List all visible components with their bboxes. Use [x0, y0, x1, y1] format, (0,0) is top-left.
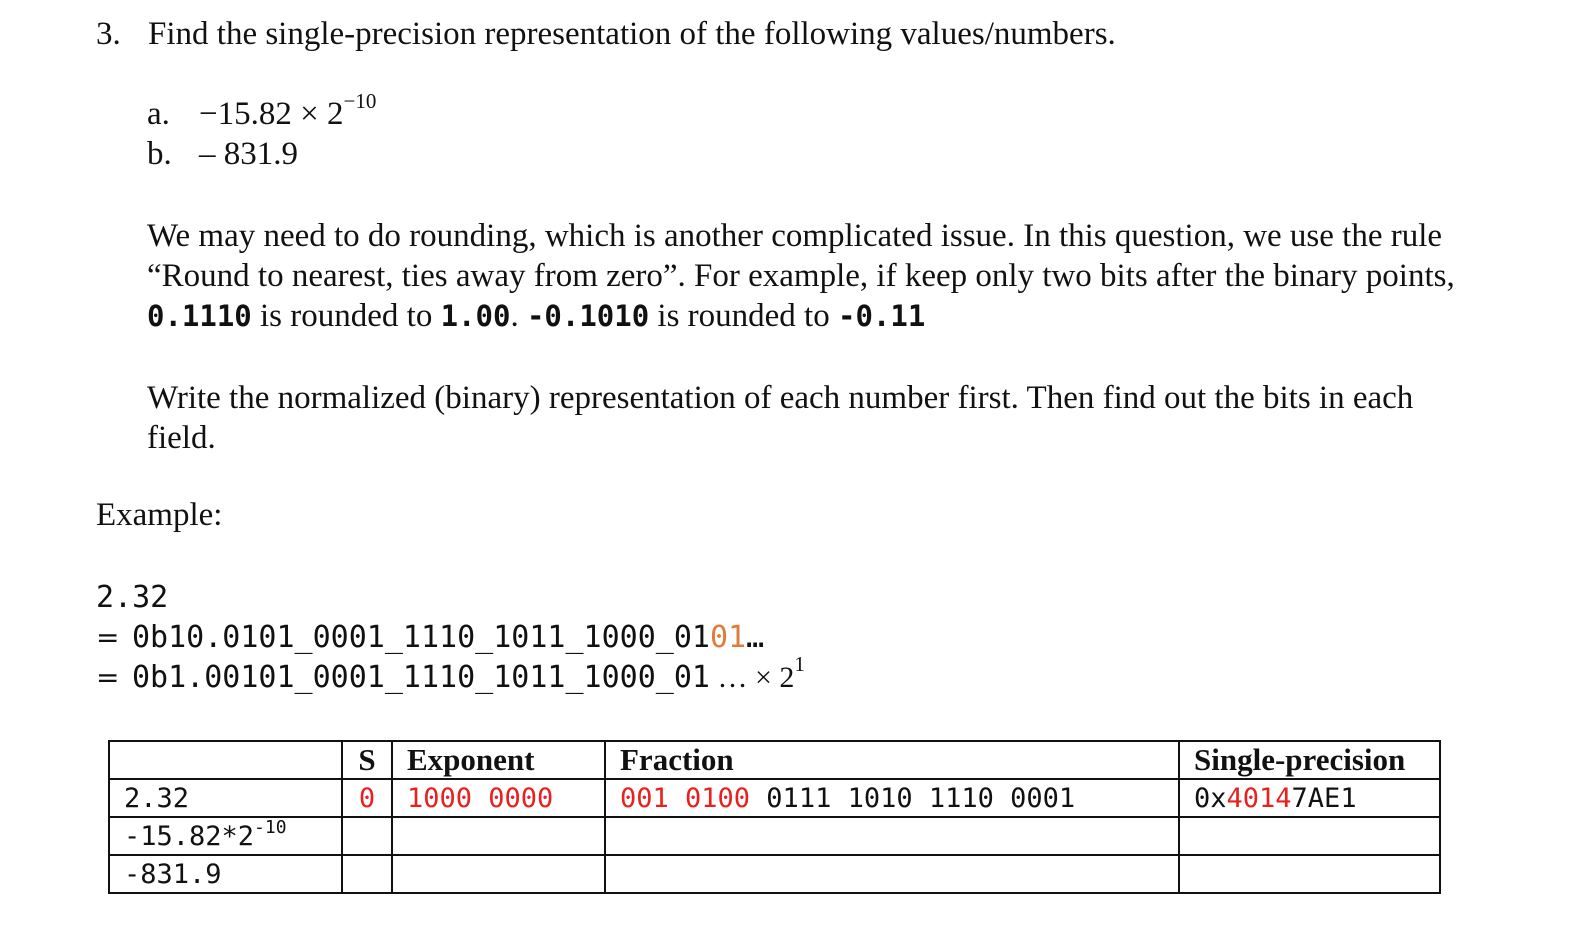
fraction-rest-part: 0111 1010 1110 0001	[750, 782, 1076, 814]
header-sign: S	[342, 741, 392, 779]
cell-exponent: 1000 0000	[392, 779, 605, 817]
header-value	[109, 741, 342, 779]
fraction-red-part: 001 0100	[620, 782, 751, 814]
rounding-paragraph	[147, 216, 1457, 336]
item-a-label: a.	[147, 96, 170, 132]
cell-exponent[interactable]	[392, 855, 605, 893]
normalized-exponent: 1	[794, 652, 805, 676]
item-a-exponent: −10	[343, 89, 377, 113]
question-text: Find the single-precision representation of the following values/numbers.	[148, 16, 1116, 52]
table-row	[109, 779, 1440, 817]
cell-sign[interactable]	[342, 817, 392, 855]
value-base: -15.82*2	[124, 820, 255, 852]
cell-fraction[interactable]	[605, 817, 1179, 855]
item-b-value: – 831.9	[199, 136, 298, 172]
cell-fraction	[605, 779, 1179, 817]
rounding-code-1: 0.1110	[147, 299, 252, 333]
binary-highlight: 01	[709, 620, 747, 655]
cell-sign[interactable]	[342, 855, 392, 893]
cell-single-precision[interactable]	[1179, 855, 1440, 893]
hex-rest-part: 7AE1	[1291, 782, 1357, 814]
rounding-code-3: -0.1010	[526, 299, 650, 333]
rounding-text-4: is rounded to	[649, 298, 838, 334]
normalized-main: 0b1.00101_0001_1110_1011_1000_01	[132, 660, 710, 695]
normalized-multiplier: … × 2	[709, 661, 795, 694]
cell-single-precision[interactable]	[1179, 817, 1440, 855]
rounding-text-2: is rounded to	[251, 298, 441, 334]
rounding-code-2: 1.00	[440, 299, 511, 333]
example-normalized-line	[96, 652, 805, 695]
value-exponent: -10	[254, 816, 287, 838]
cell-exponent[interactable]	[392, 817, 605, 855]
item-b	[147, 136, 298, 173]
example-value: 2.32	[96, 580, 169, 615]
equals-sign: =	[96, 661, 120, 694]
hex-prefix: 0x	[1194, 782, 1227, 814]
example-label: Example:	[96, 497, 223, 533]
cell-value: -831.9	[109, 855, 342, 893]
item-b-label: b.	[147, 136, 172, 172]
item-a	[147, 89, 377, 133]
representation-table	[108, 740, 1441, 894]
table-row	[109, 817, 1440, 855]
equals-sign: =	[96, 621, 120, 654]
item-a-base: −15.82 × 2	[199, 96, 344, 132]
instructions-paragraph: Write the normalized (binary) representation of each number first. Then find out the bits in each field.	[147, 380, 1414, 456]
header-exponent: Exponent	[392, 741, 605, 779]
binary-ellipsis: …	[746, 620, 765, 655]
cell-single-precision	[1179, 779, 1440, 817]
header-fraction: Fraction	[605, 741, 1179, 779]
cell-value: 2.32	[109, 779, 342, 817]
binary-main: 0b10.0101_0001_1110_1011_1000_01	[132, 620, 710, 655]
cell-sign: 0	[342, 779, 392, 817]
header-single-precision: Single-precision	[1179, 741, 1440, 779]
question-number: 3.	[96, 16, 121, 52]
cell-value	[109, 817, 342, 855]
question-header	[96, 16, 1116, 53]
example-binary-line	[96, 620, 764, 655]
hex-red-part: 4014	[1226, 782, 1292, 814]
table-row	[109, 855, 1440, 893]
rounding-text-3: .	[510, 298, 527, 334]
table-header-row	[109, 741, 1440, 779]
rounding-text-1: We may need to do rounding, which is another complicated issue. In this question, we use the rule “Round to nearest, ties away from zero”. For example, if keep only two bits after the binary points,	[147, 218, 1455, 294]
cell-fraction[interactable]	[605, 855, 1179, 893]
rounding-code-4: -0.11	[837, 299, 926, 333]
